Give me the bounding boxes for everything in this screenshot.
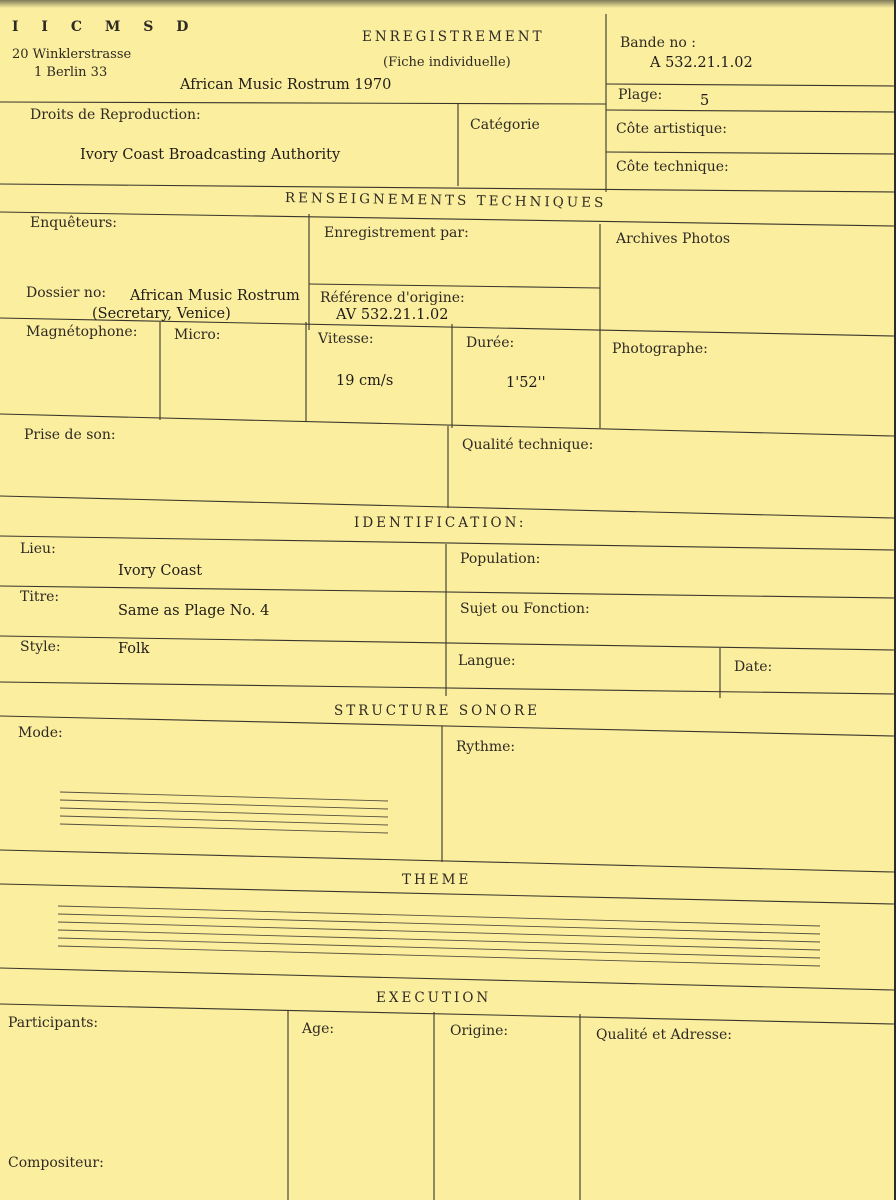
photographe-label: Photographe: bbox=[612, 341, 708, 357]
magnetophone-label: Magnétophone: bbox=[26, 324, 138, 340]
droits-value: Ivory Coast Broadcasting Authority bbox=[80, 147, 341, 163]
duree-label: Durée: bbox=[466, 335, 515, 351]
address-line-1: 20 Winklerstrasse bbox=[12, 47, 132, 62]
compositeur-label: Compositeur: bbox=[8, 1155, 104, 1171]
event-name: African Music Rostrum 1970 bbox=[180, 77, 392, 93]
sujet-label: Sujet ou Fonction: bbox=[460, 601, 590, 617]
structure-heading: STRUCTURE SONORE bbox=[334, 703, 541, 719]
theme-heading: THEME bbox=[402, 872, 472, 888]
plage-label: Plage: bbox=[618, 87, 663, 103]
categorie-label: Catégorie bbox=[470, 117, 540, 133]
archives-photos-label: Archives Photos bbox=[616, 231, 731, 247]
enqueteurs-label: Enquêteurs: bbox=[30, 215, 118, 231]
identification-heading: IDENTIFICATION: bbox=[354, 515, 527, 531]
reference-label: Référence d'origine: bbox=[320, 290, 465, 306]
execution-heading: EXECUTION bbox=[376, 990, 492, 1006]
participants-label: Participants: bbox=[8, 1015, 99, 1031]
micro-label: Micro: bbox=[174, 327, 221, 343]
population-label: Population: bbox=[460, 551, 541, 567]
cote-artistique-label: Côte artistique: bbox=[616, 121, 727, 137]
technique-heading: RENSEIGNEMENTS TECHNIQUES bbox=[284, 190, 607, 212]
dossier-label: Dossier no: bbox=[26, 285, 107, 301]
form-title: ENREGISTREMENT bbox=[362, 29, 545, 45]
prise-de-son-label: Prise de son: bbox=[24, 427, 116, 443]
style-value: Folk bbox=[118, 641, 150, 657]
address-line-2: 1 Berlin 33 bbox=[34, 65, 108, 80]
lieu-label: Lieu: bbox=[20, 541, 56, 557]
reference-value: AV 532.21.1.02 bbox=[336, 307, 449, 323]
dossier-value: African Music Rostrum bbox=[130, 288, 300, 304]
titre-label: Titre: bbox=[20, 589, 60, 605]
droits-label: Droits de Reproduction: bbox=[30, 107, 201, 123]
titre-value: Same as Plage No. 4 bbox=[118, 603, 270, 619]
style-label: Style: bbox=[20, 639, 61, 655]
mode-label: Mode: bbox=[18, 725, 63, 741]
vitesse-label: Vitesse: bbox=[318, 331, 374, 347]
rythme-label: Rythme: bbox=[456, 739, 516, 755]
org-logo: I I C M S D bbox=[12, 19, 198, 35]
bande-label: Bande no : bbox=[620, 35, 696, 51]
cote-technique-label: Côte technique: bbox=[616, 159, 729, 175]
origine-label: Origine: bbox=[450, 1023, 509, 1039]
duree-value: 1'52'' bbox=[506, 375, 546, 391]
vitesse-value: 19 cm/s bbox=[336, 373, 394, 389]
qualite-adresse-label: Qualité et Adresse: bbox=[596, 1027, 732, 1043]
qualite-technique-label: Qualité technique: bbox=[462, 437, 594, 453]
dossier-value-2: (Secretary, Venice) bbox=[92, 306, 231, 322]
age-label: Age: bbox=[302, 1021, 335, 1037]
lieu-value: Ivory Coast bbox=[118, 563, 203, 579]
langue-label: Langue: bbox=[458, 653, 516, 669]
plage-value: 5 bbox=[700, 93, 710, 109]
form-subtitle: (Fiche individuelle) bbox=[383, 55, 511, 70]
enregistrement-par-label: Enregistrement par: bbox=[324, 225, 469, 241]
bande-value: A 532.21.1.02 bbox=[650, 55, 753, 71]
date-label: Date: bbox=[734, 659, 773, 675]
